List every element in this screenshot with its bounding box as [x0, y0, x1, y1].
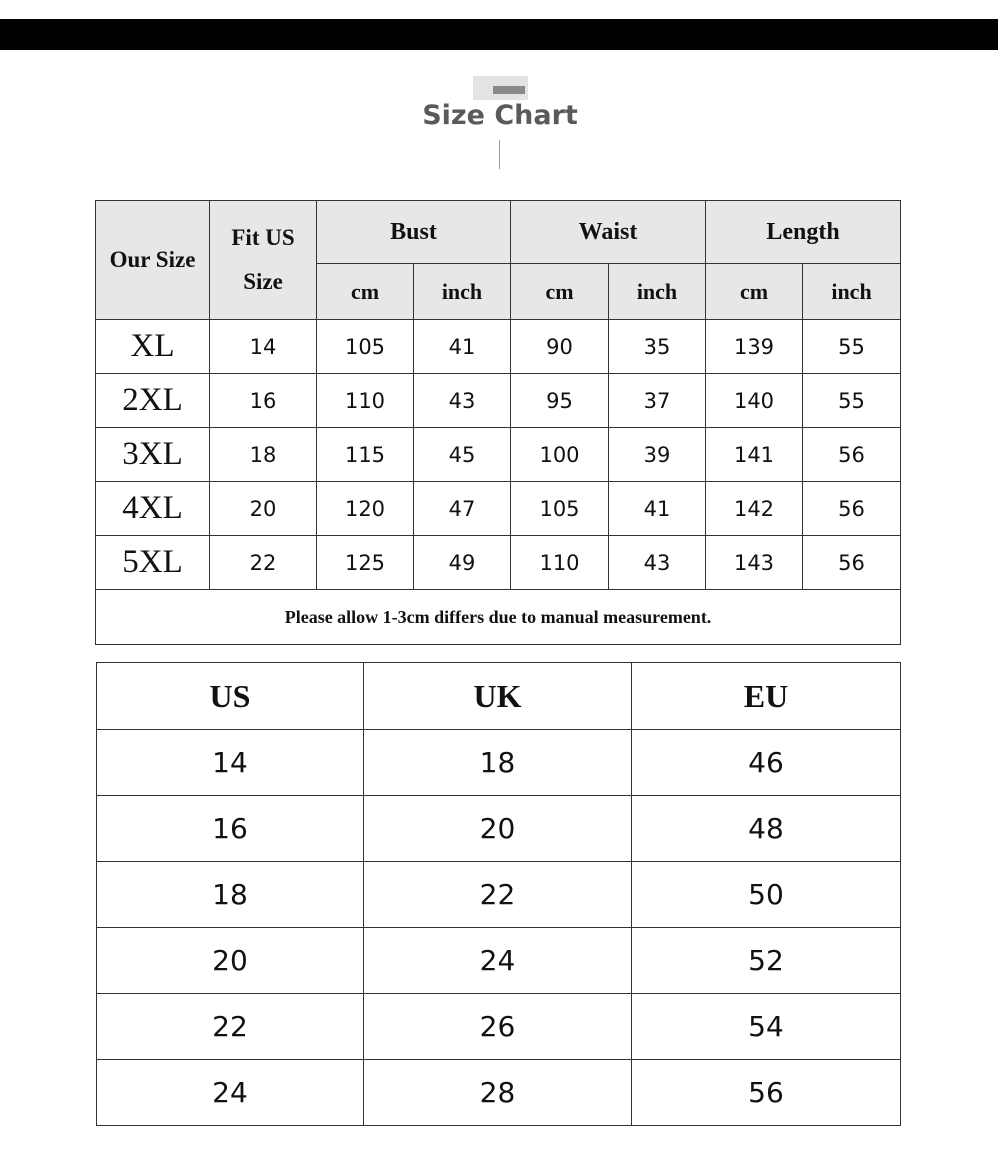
table-row — [96, 374, 901, 428]
header-waist-inch: inch — [609, 264, 706, 320]
table-row — [97, 862, 901, 928]
bust-inch-cell: 45 — [414, 428, 511, 482]
title-divider — [499, 140, 500, 169]
eu-cell: 48 — [632, 796, 901, 862]
eu-cell: 52 — [632, 928, 901, 994]
conversion-table — [96, 662, 901, 1126]
uk-cell: 20 — [364, 796, 632, 862]
size-cell: 5XL — [96, 536, 210, 590]
bust-cm-cell: 110 — [317, 374, 414, 428]
waist-cm-cell: 105 — [511, 482, 609, 536]
top-banner-bar — [0, 19, 998, 50]
table-row — [96, 536, 901, 590]
eu-cell: 50 — [632, 862, 901, 928]
header-fit-us-line1: Fit US — [231, 225, 295, 250]
fit-us-cell: 22 — [210, 536, 317, 590]
header-length-cm: cm — [706, 264, 803, 320]
us-cell: 22 — [97, 994, 364, 1060]
bust-cm-cell: 120 — [317, 482, 414, 536]
bust-inch-cell: 43 — [414, 374, 511, 428]
length-cm-cell: 142 — [706, 482, 803, 536]
uk-cell: 26 — [364, 994, 632, 1060]
header-waist-cm: cm — [511, 264, 609, 320]
header-length: Length — [706, 201, 901, 264]
length-cm-cell: 140 — [706, 374, 803, 428]
uk-cell: 18 — [364, 730, 632, 796]
page-title: Size Chart — [422, 100, 578, 131]
header-us: US — [97, 663, 364, 730]
size-cell: 3XL — [96, 428, 210, 482]
size-table — [95, 200, 901, 645]
us-cell: 16 — [97, 796, 364, 862]
title-decoration-bar — [493, 86, 525, 94]
bust-inch-cell: 47 — [414, 482, 511, 536]
waist-inch-cell: 43 — [609, 536, 706, 590]
length-inch-cell: 55 — [803, 374, 901, 428]
header-fit-us-size — [210, 201, 317, 320]
fit-us-cell: 14 — [210, 320, 317, 374]
length-inch-cell: 55 — [803, 320, 901, 374]
waist-cm-cell: 100 — [511, 428, 609, 482]
waist-cm-cell: 110 — [511, 536, 609, 590]
us-cell: 20 — [97, 928, 364, 994]
us-cell: 14 — [97, 730, 364, 796]
fit-us-cell: 16 — [210, 374, 317, 428]
bust-inch-cell: 41 — [414, 320, 511, 374]
uk-cell: 22 — [364, 862, 632, 928]
table-row — [97, 730, 901, 796]
eu-cell: 56 — [632, 1060, 901, 1126]
waist-cm-cell: 90 — [511, 320, 609, 374]
header-our-size: Our Size — [96, 201, 210, 320]
fit-us-cell: 18 — [210, 428, 317, 482]
eu-cell: 54 — [632, 994, 901, 1060]
length-inch-cell: 56 — [803, 536, 901, 590]
fit-us-cell: 20 — [210, 482, 317, 536]
uk-cell: 28 — [364, 1060, 632, 1126]
length-cm-cell: 141 — [706, 428, 803, 482]
length-inch-cell: 56 — [803, 482, 901, 536]
table-row — [96, 428, 901, 482]
waist-inch-cell: 37 — [609, 374, 706, 428]
length-cm-cell: 139 — [706, 320, 803, 374]
header-bust-inch: inch — [414, 264, 511, 320]
bust-cm-cell: 125 — [317, 536, 414, 590]
table-row — [96, 320, 901, 374]
us-cell: 18 — [97, 862, 364, 928]
size-cell: 4XL — [96, 482, 210, 536]
header-bust-cm: cm — [317, 264, 414, 320]
header-fit-us-line2: Size — [243, 269, 283, 294]
length-cm-cell: 143 — [706, 536, 803, 590]
table-row — [97, 796, 901, 862]
table-row — [97, 928, 901, 994]
length-inch-cell: 56 — [803, 428, 901, 482]
us-cell: 24 — [97, 1060, 364, 1126]
header-length-inch: inch — [803, 264, 901, 320]
waist-cm-cell: 95 — [511, 374, 609, 428]
waist-inch-cell: 41 — [609, 482, 706, 536]
bust-cm-cell: 115 — [317, 428, 414, 482]
header-uk: UK — [364, 663, 632, 730]
size-cell: XL — [96, 320, 210, 374]
bust-inch-cell: 49 — [414, 536, 511, 590]
table-row — [97, 1060, 901, 1126]
header-bust: Bust — [317, 201, 511, 264]
waist-inch-cell: 35 — [609, 320, 706, 374]
size-cell: 2XL — [96, 374, 210, 428]
bust-cm-cell: 105 — [317, 320, 414, 374]
header-eu: EU — [632, 663, 901, 730]
measurement-note: Please allow 1-3cm differs due to manual measurement. — [96, 590, 901, 645]
header-waist: Waist — [511, 201, 706, 264]
uk-cell: 24 — [364, 928, 632, 994]
eu-cell: 46 — [632, 730, 901, 796]
table-row — [97, 994, 901, 1060]
waist-inch-cell: 39 — [609, 428, 706, 482]
table-row — [96, 482, 901, 536]
